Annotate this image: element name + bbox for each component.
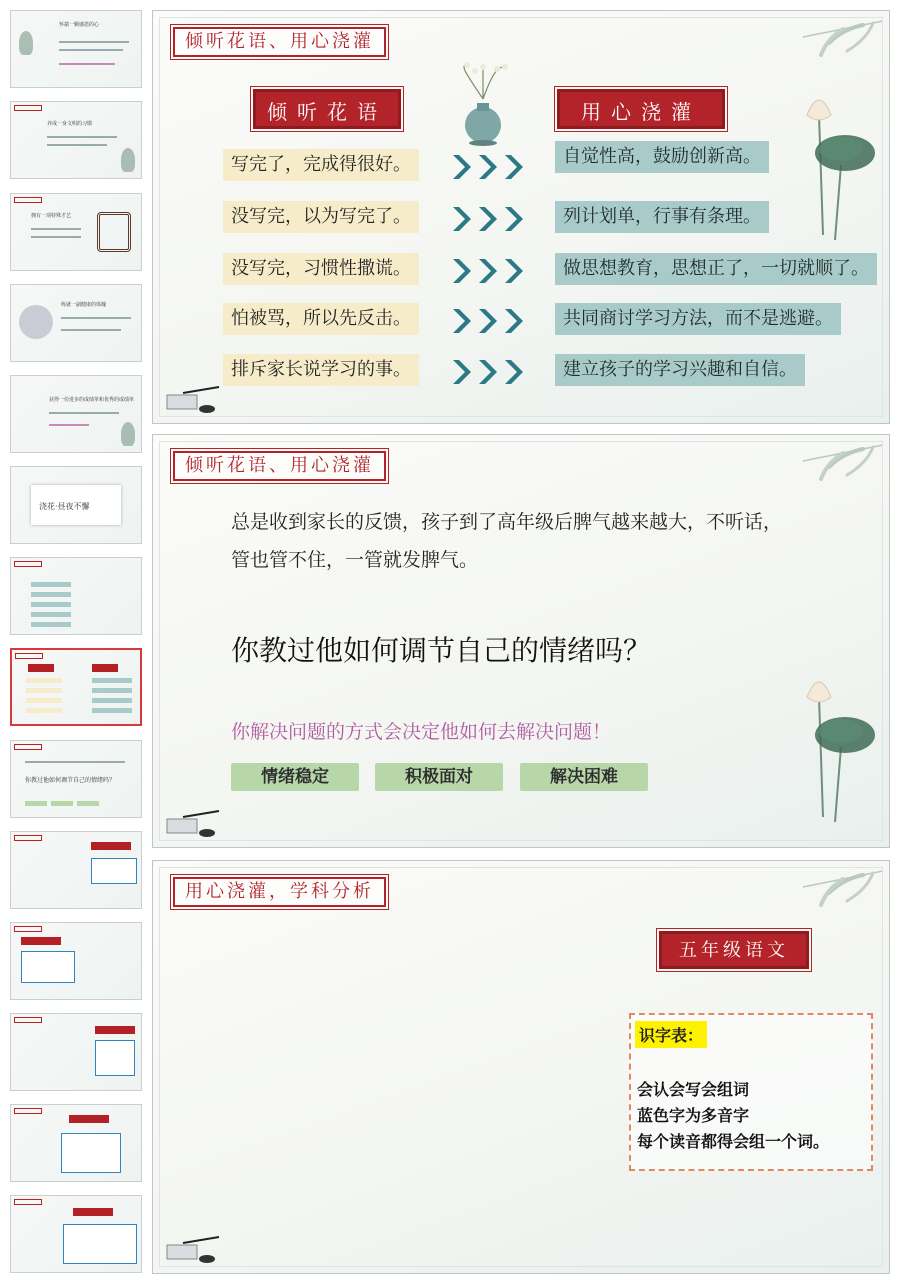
title-tag [14,744,42,750]
box-title: 识字表： [635,1021,707,1048]
thumbnail-title: 养成一身文明的习惯 [47,121,93,127]
response-row-1: 自觉性高，鼓励创新高。 [555,141,769,173]
slide-3[interactable] [152,860,890,1274]
ink-brush-icon [163,1235,223,1265]
header-box [21,937,61,945]
moon-icon [19,305,53,339]
row-bar [31,622,71,627]
text-line [49,424,89,426]
row-bar [26,698,62,703]
behavior-row-2: 没写完，以为写完了。 [223,201,419,233]
title-tag [14,1108,42,1114]
lotus-icon [779,657,879,827]
row-bar [31,592,71,597]
chevron-arrows-icon [449,357,529,387]
response-row-5: 建立孩子的学习兴趣和自信。 [555,354,805,386]
ink-brush-icon [163,809,223,839]
thumbnail-title: 拥有一项特殊才艺 [31,213,72,219]
behavior-row-3: 没写完，习惯性撒谎。 [223,253,419,285]
behavior-row-4: 怕被骂，所以先反击。 [223,303,419,335]
response-row-2: 列计划单，行事有条理。 [555,201,769,233]
row-bar [92,688,132,693]
slide-thumbnail-5[interactable] [10,375,142,453]
row-bar [92,678,132,683]
header-box [91,842,131,850]
row-bar [26,678,62,683]
content-box [21,951,75,983]
content-box [63,1224,137,1264]
title-tag [15,653,43,659]
thumbnail-title: 浇花·昼夜不懈 [39,502,90,511]
text-line [61,317,131,319]
header-box [92,664,118,672]
slide-thumbnail-11[interactable] [10,922,142,1000]
text-line [31,236,81,238]
thumbnail-title: 你教过他如何调节自己的情绪吗？ [25,777,116,784]
pill [25,801,47,806]
content-box [61,1133,121,1173]
slide-title-tag: 倾听花语、用心浇灌 [173,451,386,481]
thumbnail-title: 怀揣一颗感恩的心 [59,22,100,28]
slide-thumbnail-1[interactable] [10,10,142,88]
title-tag [14,105,42,111]
paragraph-line-1: 总是收到家长的反馈，孩子到了高年级后脾气越来越大，不听话， [231,511,783,533]
pill [51,801,73,806]
row-bar [92,708,132,713]
vase-icon [453,59,513,149]
chevron-arrows-icon [449,306,529,336]
slide-thumbnail-13[interactable] [10,1104,142,1182]
slide-thumbnail-9[interactable] [10,740,142,818]
thumbnail-title: 练就一副健康的体魄 [61,302,107,308]
slide-title-tag: 倾听花语、用心浇灌 [173,27,386,57]
lotus-icon [779,75,879,245]
slide-thumbnail-4[interactable] [10,284,142,362]
bamboo-leaves-icon [763,439,883,509]
slide-thumbnail-12[interactable] [10,1013,142,1091]
bamboo-leaves-icon [763,865,883,935]
slide-thumbnail-10[interactable] [10,831,142,909]
title-tag [14,561,42,567]
row-bar [31,582,71,587]
chevron-arrows-icon [449,152,529,182]
header-box [28,664,54,672]
title-tag [14,1017,42,1023]
header-box [95,1026,135,1034]
question-text: 你教过他如何调节自己的情绪吗？ [231,634,652,667]
text-line [31,228,81,230]
header-box [73,1208,113,1216]
text-line [61,329,121,331]
thumbnail-title: 获得一份进步的成绩单和优秀的成绩单 [49,397,135,403]
box-line-1: 会认会写会组词 [637,1080,750,1099]
row-bar [31,612,71,617]
row-bar [26,708,62,713]
title-tag [14,835,42,841]
text-line [59,41,129,43]
box-line-2: 蓝色字为多音字 [637,1106,750,1125]
content-box [95,1040,135,1076]
text-line [59,49,123,51]
chevron-arrows-icon [449,256,529,286]
slide-thumbnail-6[interactable] [10,466,142,544]
text-line [47,144,107,146]
slide-thumbnail-8[interactable] [10,648,142,726]
header-box [69,1115,109,1123]
slide-title-tag: 用心浇灌，学科分析 [173,877,386,907]
pill-emotional-stability: 情绪稳定 [231,763,359,791]
text-line [49,412,119,414]
right-header-box: 用心浇灌 [557,89,725,129]
window-frame-icon [97,212,131,252]
pill [77,801,99,806]
slide-1[interactable] [152,10,890,424]
chevron-arrows-icon [449,204,529,234]
behavior-row-5: 排斥家长说学习的事。 [223,354,419,386]
grade-header-box: 五年级语文 [659,931,809,969]
title-tag [14,197,42,203]
behavior-row-1: 写完了，完成得很好。 [223,149,419,181]
row-bar [92,698,132,703]
slide-thumbnail-3[interactable] [10,193,142,271]
text-line [47,136,117,138]
slide-thumbnail-7[interactable] [10,557,142,635]
response-row-4: 共同商讨学习方法，而不是逃避。 [555,303,841,335]
highlight-text: 你解决问题的方式会决定他如何去解决问题！ [231,721,612,743]
paragraph-line-2: 管也管不住，一管就发脾气。 [231,549,479,571]
response-row-3: 做思想教育，思想正了，一切就顺了。 [555,253,877,285]
slide-thumbnail-panel [0,0,148,1286]
pill-solve-difficulties: 解决困难 [520,763,648,791]
left-header-box: 倾听花语 [253,89,401,129]
row-bar [26,688,62,693]
title-tag [14,926,42,932]
lotus-icon [121,148,135,172]
slide-thumbnail-14[interactable] [10,1195,142,1273]
title-tag [14,1199,42,1205]
orchid-icon [121,422,135,446]
box-line-3: 每个读音都得会组一个词。 [637,1132,830,1151]
content-box [91,858,137,884]
literacy-table-box [629,1013,873,1171]
vase-icon [19,31,33,55]
text-line [59,63,115,65]
slide-thumbnail-2[interactable] [10,101,142,179]
ink-brush-icon [163,385,223,415]
pill-face-positively: 积极面对 [375,763,503,791]
slide-2[interactable] [152,434,890,848]
text-line [25,761,125,763]
row-bar [31,602,71,607]
